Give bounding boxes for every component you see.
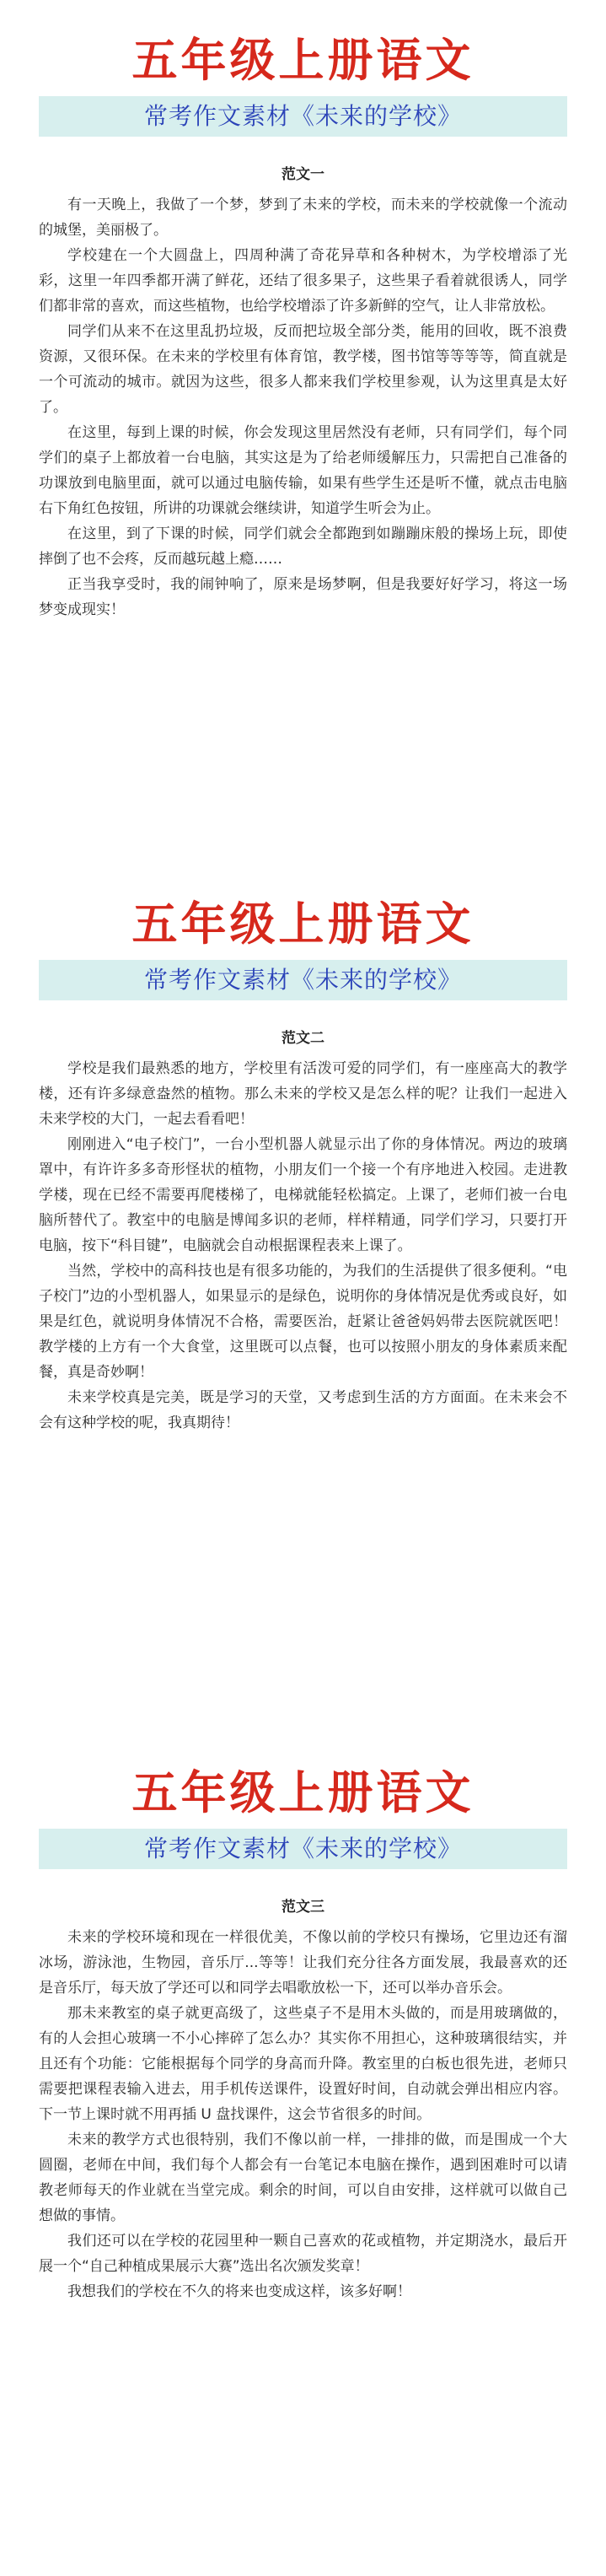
paragraph: 刚刚进入“电子校门”，一台小型机器人就显示出了你的身体情况。两边的玻璃罩中，有许许多多奇形怪状的植物，小朋友们一个接一个有序地进入校园。走进教学楼，现在已经不需要再爬楼梯了，电梯就能轻松搞定。上课了，老师们被一台电脑所替代了。教室中的电脑是博闻多识的老师，样样精通，同学们学习，只要打开电脑，按下“科目键”，电脑就会自动根据课程表来上课了。	[39, 1136, 567, 1254]
paragraph: 我们还可以在学校的花园里种一颗自己喜欢的花或植物，并定期浇水，最后开展一个“自己种植成果展示大赛”选出名次颁发奖章！	[39, 2233, 567, 2275]
essay-label: 范文一	[282, 166, 324, 183]
paragraph: 在这里，到了下课的时候，同学们就会全都跑到如蹦蹦床般的操场上玩，即使摔倒了也不会疼，反而越玩越上瘾……	[39, 525, 567, 568]
essay-label: 范文三	[282, 1899, 324, 1916]
paragraph: 在这里，每到上课的时候，你会发现这里居然没有老师，只有同学们，每个同学们的桌子上都放着一台电脑，其实这是为了给老师缓解压力，只需把自己准备的功课放到电脑里面，就可以通过电脑传输，如果有些学生还是听不懂，就点击电脑右下角红色按钮，所讲的功课就会继续讲，知道学生听会为止。	[39, 424, 567, 517]
section-title: 五年级上册语文	[131, 1765, 475, 1819]
section-banner: 常考作文素材《未来的学校》	[39, 96, 567, 137]
paragraph: 未来学校真是完美，既是学习的天堂，又考虑到生活的方方面面。在未来会不会有这种学校的呢，我真期待！	[39, 1389, 567, 1431]
essay-body	[39, 1925, 567, 2304]
essay-label: 范文二	[282, 1030, 324, 1047]
section-banner: 常考作文素材《未来的学校》	[39, 960, 567, 1000]
paragraph: 未来的教学方式也很特别，我们不像以前一样，一排排的做，而是围成一个大圆圈，老师在中间，我们每个人都会有一台笔记本电脑在操作，遇到困难时可以请教老师每天的作业就在当堂完成。剩余的时间，可以自由安排，这样就可以做自己想做的事情。	[39, 2131, 567, 2224]
section-banner: 常考作文素材《未来的学校》	[39, 1829, 567, 1869]
paragraph: 正当我享受时，我的闹钟响了，原来是场梦啊，但是我要好好学习，将这一场梦变成现实！	[39, 576, 567, 618]
paragraph: 学校是我们最熟悉的地方，学校里有活泼可爱的同学们，有一座座高大的教学楼，还有许多绿意盎然的植物。那么未来的学校又是怎么样的呢？让我们一起进入未来学校的大门，一起去看看吧！	[39, 1060, 567, 1128]
essay-body	[39, 1056, 567, 1436]
section-title: 五年级上册语文	[131, 33, 475, 87]
paragraph: 未来的学校环境和现在一样很优美，不像以前的学校只有操场，它里边还有溜冰场，游泳池，生物园，音乐厅...等等！让我们充分往各方面发展，我最喜欢的还是音乐厅，每天放了学还可以和同学去唱歌放松一下，还可以举办音乐会。	[39, 1929, 567, 1997]
essay-section-2	[0, 843, 606, 1670]
paragraph: 同学们从来不在这里乱扔垃圾，反而把垃圾全部分类，能用的回收，既不浪费资源，又很环保。在未来的学校里有体育馆，教学楼，图书馆等等等等，简直就是一个可流动的城市。就因为这些，很多人都来我们学校里参观，认为这里真是太好了。	[39, 323, 567, 416]
paragraph: 那未来教室的桌子就更高级了，这些桌子不是用木头做的，而是用玻璃做的，有的人会担心玻璃一不小心摔碎了怎么办？其实你不用担心，这种玻璃很结实，并且还有个功能：它能根据每个同学的身高而升降。教室里的白板也很先进，老师只需要把课程表输入进去，用手机传送课件，设置好时间，自动就会弹出相应内容。下一节上课时就不用再插 U 盘找课件，这会节省很多的时间。	[39, 2005, 567, 2123]
section-title: 五年级上册语文	[131, 897, 475, 951]
essay-section-3	[0, 1704, 606, 2576]
paragraph: 有一天晚上，我做了一个梦，梦到了未来的学校，而未来的学校就像一个流动的城堡，美丽极了。	[39, 197, 567, 239]
essay-section-1	[0, 0, 606, 843]
paragraph: 学校建在一个大圆盘上，四周种满了奇花异草和各种树木，为学校增添了光彩，这里一年四季都开满了鲜花，还结了很多果子，这些果子看着就很诱人，同学们都非常的喜欢，而这些植物，也给学校增添了许多新鲜的空气，让人非常放松。	[39, 247, 567, 315]
paragraph: 我想我们的学校在不久的将来也变成这样，该多好啊！	[67, 2283, 411, 2300]
paragraph: 当然，学校中的高科技也是有很多功能的，为我们的生活提供了很多便利。“电子校门”边的小型机器人，如果显示的是绿色，说明你的身体情况是优秀或良好，如果是红色，就说明身体情况不合格，需要医治，赶紧让爸爸妈妈带去医院就医吧！教学楼的上方有一个大食堂，这里既可以点餐，也可以按照小朋友的身体素质来配餐，真是奇妙啊！	[39, 1263, 567, 1381]
essay-body	[39, 192, 567, 622]
